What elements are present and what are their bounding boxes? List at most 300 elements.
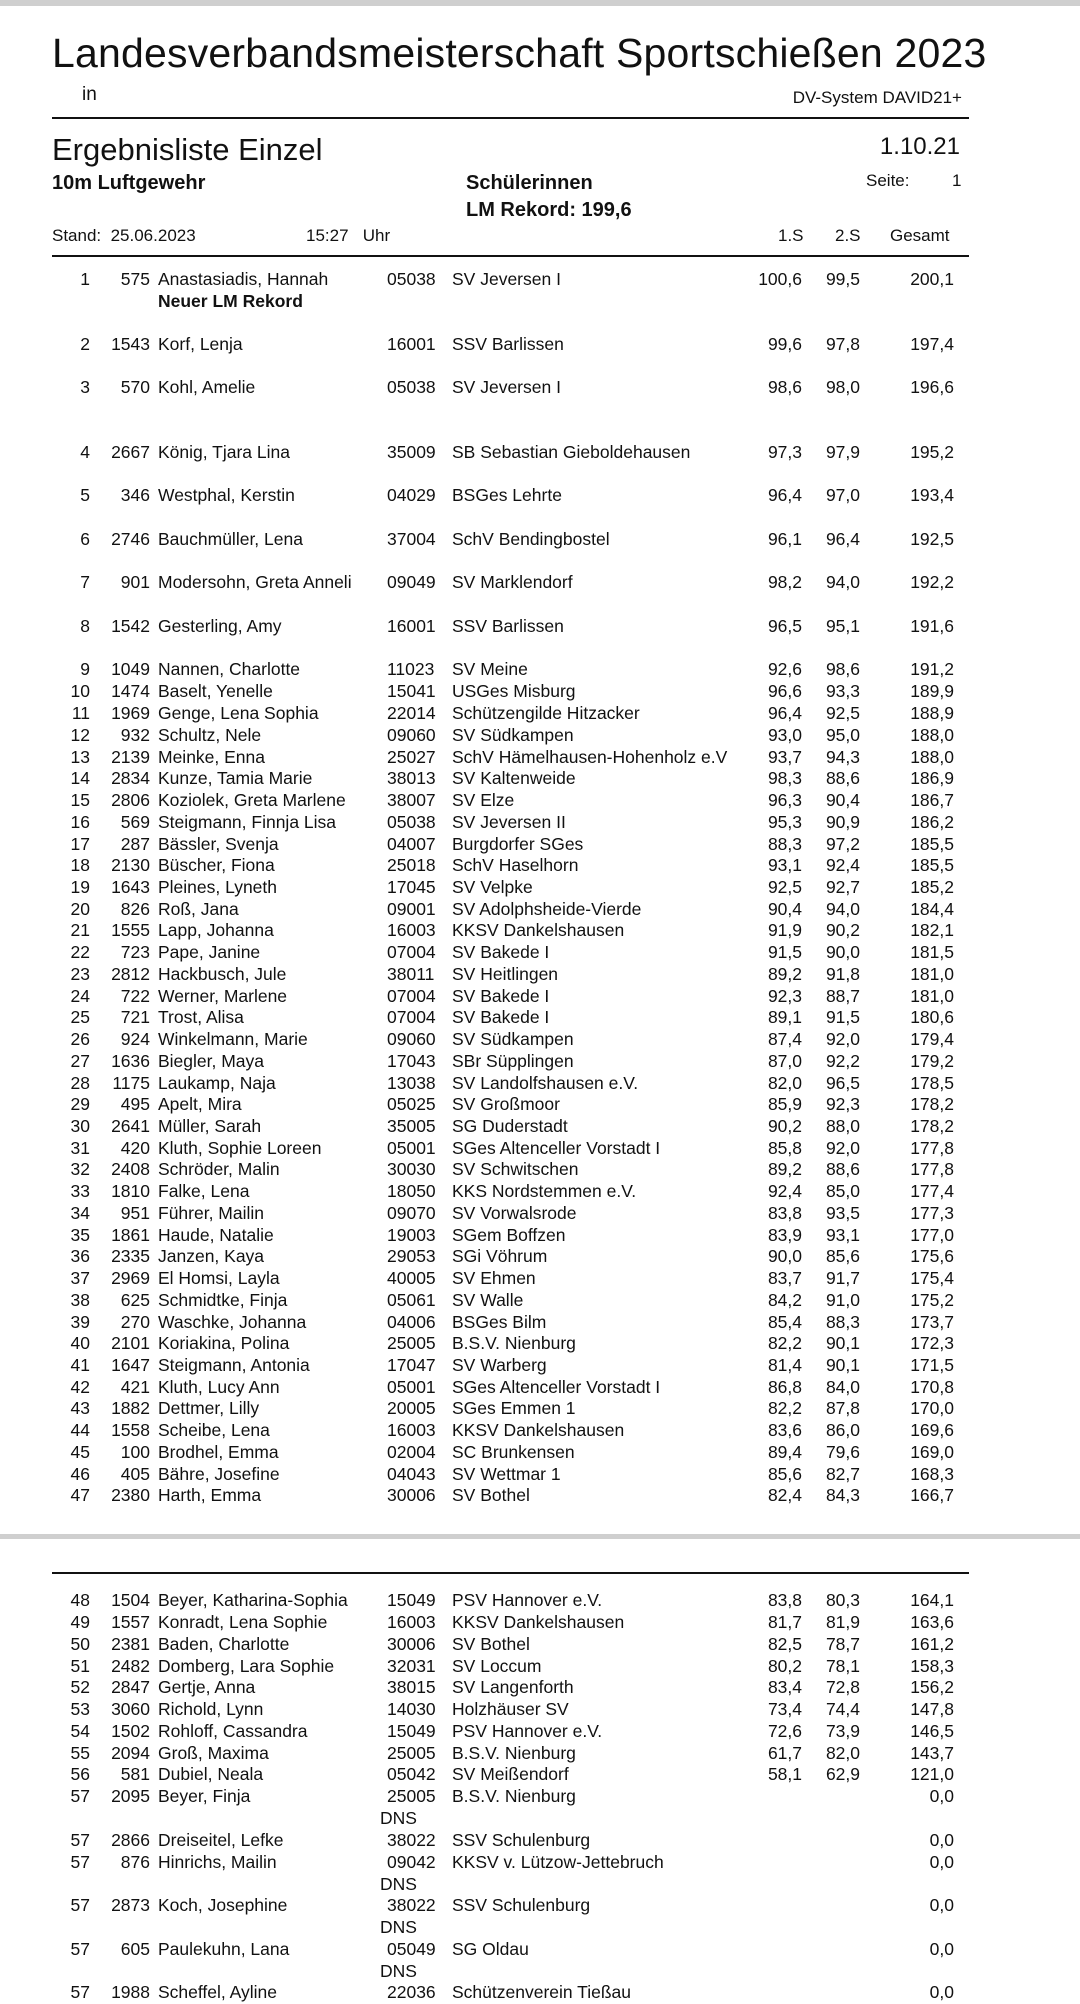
cell-club: 15049: [387, 1721, 436, 1741]
cell-s2: 84,0: [825, 1377, 860, 1397]
cell-verein: SBr Süpplingen: [452, 1051, 574, 1071]
cell-club: 05001: [387, 1138, 436, 1158]
cell-num: 421: [120, 1377, 150, 1397]
cell-s1: 98,6: [767, 377, 802, 397]
cell-verein: Schützengilde Hitzacker: [452, 703, 640, 723]
cell-num: 722: [120, 986, 150, 1006]
page-label: Seite:: [866, 171, 910, 190]
cell-name: Lapp, Johanna: [158, 920, 274, 940]
cell-num: 2969: [111, 1268, 150, 1288]
top-border: [0, 0, 1080, 6]
cell-rank: 6: [80, 529, 90, 549]
cell-verein: Schützenverein Tießau: [452, 1982, 631, 2002]
cell-verein: USGes Misburg: [452, 681, 576, 701]
cell-s1: 83,7: [767, 1268, 802, 1288]
cell-club: 16003: [387, 1612, 436, 1632]
cell-num: 1555: [111, 920, 150, 940]
cell-verein: SV Heitlingen: [452, 964, 559, 984]
cell-s2: 94,3: [825, 747, 860, 767]
cell-club: 17045: [387, 877, 436, 897]
cell-s2: 85,0: [825, 1181, 860, 1201]
cell-name: Trost, Alisa: [158, 1007, 244, 1027]
cell-rank: 41: [70, 1355, 90, 1375]
cell-num: 2101: [111, 1333, 150, 1353]
cell-name: Bässler, Svenja: [158, 834, 279, 854]
table-row: [0, 1159, 1080, 1181]
cell-verein: SV Meißendorf: [452, 1764, 569, 1784]
cell-s1: 93,0: [767, 725, 802, 745]
cell-s2: 72,8: [825, 1677, 860, 1697]
cell-num: 1647: [111, 1355, 150, 1375]
cell-rank: 55: [70, 1743, 90, 1763]
cell-total: 0,0: [929, 1786, 954, 1806]
cell-s1: 82,2: [767, 1333, 802, 1353]
cell-total: 171,5: [910, 1355, 954, 1375]
cell-name: Koziolek, Greta Marlene: [158, 790, 346, 810]
cell-s2: 97,2: [825, 834, 860, 854]
cell-rank: 40: [70, 1333, 90, 1353]
cell-num: 405: [120, 1464, 150, 1484]
cell-verein: SV Vorwalsrode: [452, 1203, 577, 1223]
column-header-series1: 1.S: [778, 226, 804, 245]
cell-club: 05061: [387, 1290, 436, 1310]
cell-name: Büscher, Fiona: [158, 855, 275, 875]
cell-num: 1474: [111, 681, 150, 701]
column-header-total: Gesamt: [890, 226, 950, 245]
cell-total: 182,1: [910, 920, 954, 940]
cell-name: Biegler, Maya: [158, 1051, 265, 1071]
cell-s1: 88,3: [767, 834, 802, 854]
cell-verein: SV Bakede I: [452, 1007, 550, 1027]
cell-name: Korf, Lenja: [158, 334, 243, 354]
cell-rank: 24: [70, 986, 90, 1006]
cell-rank: 57: [70, 1830, 90, 1850]
cell-total: 175,4: [910, 1268, 954, 1288]
cell-s1: 84,2: [767, 1290, 802, 1310]
cell-rank: 21: [70, 920, 90, 940]
cell-rank: 20: [70, 899, 90, 919]
cell-total: 177,0: [910, 1225, 954, 1245]
cell-rank: 8: [80, 616, 90, 636]
cell-num: 2834: [111, 768, 150, 788]
cell-rank: 25: [70, 1007, 90, 1027]
cell-verein: SV Wettmar 1: [452, 1464, 561, 1484]
cell-verein: SchV Hämelhausen-Hohenholz e.V: [452, 747, 728, 767]
cell-s2: 74,4: [825, 1699, 860, 1719]
cell-num: 625: [120, 1290, 150, 1310]
cell-name: Apelt, Mira: [158, 1094, 242, 1114]
cell-name: Waschke, Johanna: [158, 1312, 307, 1332]
cell-num: 2380: [111, 1485, 150, 1505]
table-row: [0, 1656, 1080, 1678]
cell-s1: 83,4: [767, 1677, 802, 1697]
cell-rank: 33: [70, 1181, 90, 1201]
cell-total: 147,8: [910, 1699, 954, 1719]
cell-rank: 57: [70, 1939, 90, 1959]
cell-club: 17047: [387, 1355, 436, 1375]
cell-club: 25005: [387, 1333, 436, 1353]
cell-rank: 18: [70, 855, 90, 875]
cell-s1: 93,7: [767, 747, 802, 767]
cell-total: 186,9: [910, 768, 954, 788]
cell-s1: 89,1: [767, 1007, 802, 1027]
cell-num: 2667: [111, 442, 150, 462]
cell-rank: 42: [70, 1377, 90, 1397]
cell-num: 2130: [111, 855, 150, 875]
table-row: [0, 1094, 1080, 1116]
cell-verein: SV Landolfshausen e.V.: [452, 1073, 639, 1093]
cell-name: Schröder, Malin: [158, 1159, 280, 1179]
cell-verein: KKSV v. Lützow-Jettebruch: [452, 1852, 664, 1872]
cell-s1: 73,4: [767, 1699, 802, 1719]
cell-num: 2381: [111, 1634, 150, 1654]
table-row: [0, 942, 1080, 964]
cell-total: 169,6: [910, 1420, 954, 1440]
cell-s2: 92,5: [825, 703, 860, 723]
cell-s2: 88,3: [825, 1312, 860, 1332]
cell-num: 575: [120, 269, 150, 289]
record-note: Neuer LM Rekord: [158, 291, 303, 311]
cell-club: 04029: [387, 485, 436, 505]
cell-verein: B.S.V. Nienburg: [452, 1743, 576, 1763]
cell-s1: 96,4: [767, 485, 802, 505]
cell-verein: SV Südkampen: [452, 725, 574, 745]
table-row: [0, 1029, 1080, 1051]
table-row: [0, 1138, 1080, 1160]
cell-rank: 2: [80, 334, 90, 354]
cell-club: 22036: [387, 1982, 436, 2002]
cell-total: 186,7: [910, 790, 954, 810]
cell-num: 2873: [111, 1895, 150, 1915]
cell-num: 2812: [111, 964, 150, 984]
cell-s2: 92,7: [825, 877, 860, 897]
cell-name: Dettmer, Lilly: [158, 1398, 260, 1418]
cell-total: 0,0: [929, 1830, 954, 1850]
cell-verein: SV Bakede I: [452, 986, 550, 1006]
table-row: [0, 1677, 1080, 1699]
cell-s1: 82,0: [767, 1073, 802, 1093]
table-row: [0, 1612, 1080, 1634]
cell-s2: 90,9: [825, 812, 860, 832]
cell-total: 196,6: [910, 377, 954, 397]
cell-s2: 80,3: [825, 1590, 860, 1610]
cell-name: Kluth, Lucy Ann: [158, 1377, 280, 1397]
class-label: Schülerinnen: [466, 172, 593, 194]
stand-time: 15:27 Uhr: [306, 226, 391, 245]
cell-s2: 92,2: [825, 1051, 860, 1071]
cell-s2: 91,0: [825, 1290, 860, 1310]
cell-num: 605: [120, 1939, 150, 1959]
cell-num: 1969: [111, 703, 150, 723]
cell-club: 30030: [387, 1159, 436, 1179]
cell-name: Beyer, Katharina-Sophia: [158, 1590, 348, 1610]
cell-rank: 16: [70, 812, 90, 832]
table-row: [0, 1225, 1080, 1247]
table-row: [0, 1420, 1080, 1442]
table-row: [0, 1634, 1080, 1656]
cell-s2: 91,5: [825, 1007, 860, 1027]
dns-label: DNS: [380, 1874, 417, 1894]
cell-num: 346: [120, 485, 150, 505]
cell-rank: 52: [70, 1677, 90, 1697]
cell-rank: 47: [70, 1485, 90, 1505]
cell-name: Groß, Maxima: [158, 1743, 269, 1763]
cell-num: 1502: [111, 1721, 150, 1741]
cell-name: Harth, Emma: [158, 1485, 262, 1505]
cell-verein: SGes Emmen 1: [452, 1398, 576, 1418]
cell-verein: SG Oldau: [452, 1939, 529, 1959]
table-row: [0, 377, 1080, 399]
cell-s2: 90,4: [825, 790, 860, 810]
table-row: [0, 1073, 1080, 1095]
cell-verein: SGes Altenceller Vorstadt I: [452, 1377, 661, 1397]
table-row: [0, 572, 1080, 594]
cell-num: 951: [120, 1203, 150, 1223]
cell-rank: 15: [70, 790, 90, 810]
table-row: [0, 334, 1080, 356]
cell-verein: B.S.V. Nienburg: [452, 1333, 576, 1353]
cell-verein: SV Warberg: [452, 1355, 547, 1375]
table-row: [0, 1355, 1080, 1377]
cell-verein: PSV Hannover e.V.: [452, 1721, 603, 1741]
cell-club: 18050: [387, 1181, 436, 1201]
cell-num: 721: [120, 1007, 150, 1027]
cell-total: 173,7: [910, 1312, 954, 1332]
table-row: [0, 616, 1080, 638]
version-label: 1.10.21: [879, 133, 960, 160]
cell-num: 287: [120, 834, 150, 854]
cell-s1: 98,2: [767, 572, 802, 592]
cell-num: 3060: [111, 1699, 150, 1719]
cell-rank: 57: [70, 1895, 90, 1915]
cell-club: 38015: [387, 1677, 436, 1697]
cell-club: 29053: [387, 1246, 436, 1266]
cell-rank: 29: [70, 1094, 90, 1114]
cell-s2: 95,1: [825, 616, 860, 636]
cell-verein: SV Elze: [452, 790, 515, 810]
cell-num: 1643: [111, 877, 150, 897]
cell-s2: 98,0: [825, 377, 860, 397]
table-row: [0, 1485, 1080, 1507]
cell-name: Nannen, Charlotte: [158, 659, 301, 679]
column-header-series2: 2.S: [835, 226, 861, 245]
cell-club: 30006: [387, 1634, 436, 1654]
cell-club: 07004: [387, 942, 436, 962]
cell-club: 19003: [387, 1225, 436, 1245]
cell-total: 185,5: [910, 855, 954, 875]
cell-num: 2806: [111, 790, 150, 810]
cell-rank: 45: [70, 1442, 90, 1462]
cell-total: 169,0: [910, 1442, 954, 1462]
cell-num: 723: [120, 942, 150, 962]
cell-num: 1882: [111, 1398, 150, 1418]
cell-club: 20005: [387, 1398, 436, 1418]
cell-total: 192,2: [910, 572, 954, 592]
cell-num: 2094: [111, 1743, 150, 1763]
cell-club: 02004: [387, 1442, 436, 1462]
cell-rank: 12: [70, 725, 90, 745]
cell-num: 100: [120, 1442, 150, 1462]
cell-club: 38022: [387, 1895, 436, 1915]
cell-total: 175,2: [910, 1290, 954, 1310]
cell-s1: 81,4: [767, 1355, 802, 1375]
cell-total: 181,0: [910, 986, 954, 1006]
cell-verein: SV Bothel: [452, 1485, 530, 1505]
cell-total: 177,8: [910, 1159, 954, 1179]
cell-club: 04007: [387, 834, 436, 854]
cell-rank: 11: [71, 703, 90, 723]
table-row: [0, 269, 1080, 291]
table-row: [0, 1852, 1080, 1874]
table-row: [0, 1290, 1080, 1312]
cell-name: Dubiel, Neala: [158, 1764, 264, 1784]
cell-verein: SSV Schulenburg: [452, 1895, 591, 1915]
cell-verein: SV Kaltenweide: [452, 768, 576, 788]
cell-name: Schmidtke, Finja: [158, 1290, 288, 1310]
cell-verein: BSGes Lehrte: [452, 485, 562, 505]
cell-s1: 85,9: [767, 1094, 802, 1114]
cell-name: Modersohn, Greta Anneli: [158, 572, 352, 592]
cell-s1: 91,9: [767, 920, 802, 940]
cell-verein: KKSV Dankelshausen: [452, 1612, 625, 1632]
cell-total: 0,0: [929, 1982, 954, 2002]
cell-rank: 9: [80, 659, 90, 679]
cell-club: 38013: [387, 768, 436, 788]
cell-name: Domberg, Lara Sophie: [158, 1656, 335, 1676]
cell-name: Konradt, Lena Sophie: [158, 1612, 328, 1632]
cell-total: 161,2: [910, 1634, 954, 1654]
table-row: [0, 703, 1080, 725]
cell-club: 32031: [387, 1656, 436, 1676]
cell-s2: 98,6: [825, 659, 860, 679]
cell-name: Steigmann, Antonia: [158, 1355, 310, 1375]
cell-rank: 54: [70, 1721, 90, 1741]
cell-num: 876: [120, 1852, 150, 1872]
table-row: [0, 659, 1080, 681]
cell-verein: SV Bakede I: [452, 942, 550, 962]
cell-s2: 96,4: [825, 529, 860, 549]
cell-club: 15049: [387, 1590, 436, 1610]
system-label: DV-System DAVID21+: [792, 88, 962, 107]
cell-rank: 56: [70, 1764, 90, 1784]
cell-verein: SG Duderstadt: [452, 1116, 568, 1136]
cell-club: 11023: [387, 659, 435, 679]
dns-label: DNS: [380, 1961, 417, 1981]
venue-label: in: [82, 84, 97, 105]
cell-rank: 22: [70, 942, 90, 962]
cell-club: 09049: [387, 572, 436, 592]
cell-name: Gesterling, Amy: [158, 616, 282, 636]
cell-rank: 5: [80, 485, 90, 505]
cell-s2: 92,3: [825, 1094, 860, 1114]
table-row: [0, 1786, 1080, 1808]
cell-s1: 90,2: [767, 1116, 802, 1136]
cell-s1: 96,5: [767, 616, 802, 636]
cell-total: 179,4: [910, 1029, 954, 1049]
cell-total: 163,6: [910, 1612, 954, 1632]
cell-verein: SSV Barlissen: [452, 334, 564, 354]
cell-total: 156,2: [910, 1677, 954, 1697]
cell-club: 30006: [387, 1485, 436, 1505]
cell-verein: SV Meine: [452, 659, 528, 679]
cell-num: 2408: [111, 1159, 150, 1179]
cell-total: 189,9: [910, 681, 954, 701]
cell-rank: 36: [70, 1246, 90, 1266]
cell-total: 185,2: [910, 877, 954, 897]
cell-name: Laukamp, Naja: [158, 1073, 276, 1093]
cell-name: Genge, Lena Sophia: [158, 703, 319, 723]
cell-verein: KKS Nordstemmen e.V.: [452, 1181, 637, 1201]
cell-club: 25027: [387, 747, 436, 767]
cell-name: Schultz, Nele: [158, 725, 262, 745]
table-row: [0, 1764, 1080, 1786]
cell-rank: 1: [80, 269, 90, 289]
table-row: [0, 1464, 1080, 1486]
cell-s1: 58,1: [767, 1764, 802, 1784]
cell-s2: 85,6: [825, 1246, 860, 1266]
cell-name: Kohl, Amelie: [158, 377, 256, 397]
cell-verein: SV Langenforth: [452, 1677, 574, 1697]
cell-s2: 91,7: [825, 1268, 860, 1288]
cell-s1: 83,6: [767, 1420, 802, 1440]
cell-club: 35009: [387, 442, 436, 462]
cell-club: 05049: [387, 1939, 436, 1959]
table-row: [0, 790, 1080, 812]
cell-s1: 90,0: [767, 1246, 802, 1266]
cell-s1: 96,3: [767, 790, 802, 810]
cell-verein: SV Jeversen I: [452, 377, 561, 397]
cell-total: 192,5: [910, 529, 954, 549]
cell-s1: 96,4: [767, 703, 802, 723]
cell-name: Haude, Natalie: [158, 1225, 274, 1245]
cell-total: 191,6: [910, 616, 954, 636]
cell-total: 177,3: [910, 1203, 954, 1223]
cell-rank: 51: [70, 1656, 90, 1676]
cell-total: 184,4: [910, 899, 954, 919]
cell-num: 1988: [111, 1982, 150, 2002]
table-row: [0, 1699, 1080, 1721]
cell-s1: 92,5: [767, 877, 802, 897]
cell-club: 37004: [387, 529, 436, 549]
cell-s2: 93,1: [825, 1225, 860, 1245]
table-row: [0, 1268, 1080, 1290]
cell-club: 38007: [387, 790, 436, 810]
cell-verein: SB Sebastian Gieboldehausen: [452, 442, 691, 462]
cell-s1: 100,6: [758, 269, 802, 289]
cell-verein: SV Jeversen I: [452, 269, 561, 289]
cell-rank: 49: [70, 1612, 90, 1632]
cell-club: 40005: [387, 1268, 436, 1288]
cell-rank: 53: [70, 1699, 90, 1719]
cell-rank: 46: [70, 1464, 90, 1484]
cell-num: 495: [120, 1094, 150, 1114]
cell-s1: 89,2: [767, 964, 802, 984]
cell-name: Winkelmann, Marie: [158, 1029, 308, 1049]
table-row: [0, 986, 1080, 1008]
cell-club: 16001: [387, 616, 436, 636]
cell-name: Hackbusch, Jule: [158, 964, 287, 984]
cell-rank: 14: [70, 768, 90, 788]
cell-s2: 87,8: [825, 1398, 860, 1418]
cell-club: 25005: [387, 1786, 436, 1806]
cell-s1: 82,2: [767, 1398, 802, 1418]
table-row: [0, 877, 1080, 899]
cell-club: 16001: [387, 334, 436, 354]
cell-club: 13038: [387, 1073, 436, 1093]
cell-s2: 90,2: [825, 920, 860, 940]
cell-name: Richold, Lynn: [158, 1699, 264, 1719]
cell-verein: SV Schwitschen: [452, 1159, 579, 1179]
